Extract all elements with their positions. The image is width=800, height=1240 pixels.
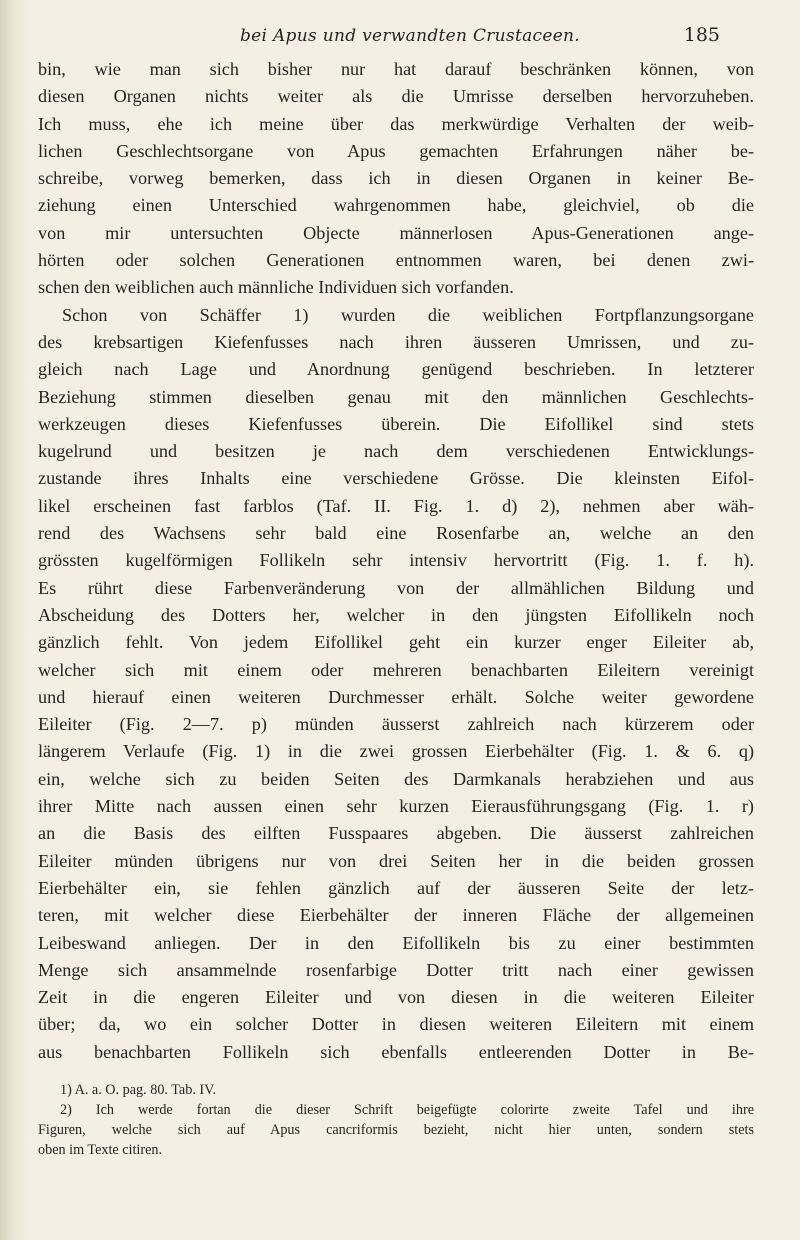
text-line: Eileiter münden übrigens nur von drei Seiten her in die beiden grossen xyxy=(38,850,754,871)
text-line: Beziehung stimmen dieselben genau mit den männlichen Geschlechts- xyxy=(38,386,754,407)
body-text xyxy=(38,56,754,1066)
text-line: schen den weiblichen auch männliche Individuen sich vorfanden. xyxy=(38,277,514,298)
text-line: Abscheidung des Dotters her, welcher in den jüngsten Eifollikeln noch xyxy=(38,604,754,625)
footnote-line: oben im Texte citiren. xyxy=(38,1142,163,1158)
page-header xyxy=(100,20,720,54)
text-line: schreibe, vorweg bemerken, dass ich in diesen Organen in keiner Be- xyxy=(38,168,754,189)
text-line: aus benachbarten Follikeln sich ebenfalls entleerenden Dotter in Be- xyxy=(38,1041,754,1062)
text-line: Es rührt diese Farbenveränderung von der allmählichen Bildung und xyxy=(38,577,754,598)
text-line: Schon von Schäffer 1) wurden die weiblichen Fortpflanzungsorgane xyxy=(62,304,754,325)
text-line: lichen Geschlechtsorgane von Apus gemachten Erfahrungen näher be- xyxy=(38,140,754,161)
footnote-line: 2) Ich werde fortan die dieser Schrift beigefügte colorirte zweite Tafel und ihre xyxy=(60,1102,754,1118)
text-line: welcher sich mit einem oder mehreren benachbarten Eileitern vereinigt xyxy=(38,659,754,680)
text-line: zustande ihres Inhalts eine verschiedene Grösse. Die kleinsten Eifol- xyxy=(38,468,754,489)
text-line: gleich nach Lage und Anordnung genügend beschrieben. In letzterer xyxy=(38,359,754,380)
text-line: und hierauf einen weiteren Durchmesser erhält. Solche weiter gewordene xyxy=(38,686,754,707)
footnote-line: 1) A. a. O. pag. 80. Tab. IV. xyxy=(60,1082,217,1098)
text-line: Menge sich ansammelnde rosenfarbige Dotter tritt nach einer gewissen xyxy=(38,959,754,980)
text-line: bin, wie man sich bisher nur hat darauf beschränken können, von xyxy=(38,59,754,79)
text-line: hörten oder solchen Generationen entnommen waren, bei denen zwi- xyxy=(38,250,754,271)
running-title: bei Apus und verwandten Crustaceen. xyxy=(239,26,581,46)
text-line: werkzeugen dieses Kiefenfusses überein. Die Eifollikel sind stets xyxy=(38,413,754,434)
text-line: über; da, wo ein solcher Dotter in diesen weiteren Eileitern mit einem xyxy=(38,1014,754,1035)
text-line: Eierbehälter ein, sie fehlen gänzlich auf der äusseren Seite der letz- xyxy=(38,877,754,898)
text-line: grössten kugelförmigen Follikeln sehr intensiv hervortritt (Fig. 1. f. h). xyxy=(38,550,754,571)
text-line: rend des Wachsens sehr bald eine Rosenfarbe an, welche an den xyxy=(38,523,754,544)
footnote-line: Figuren, welche sich auf Apus cancriformis bezieht, nicht hier unten, sondern stets xyxy=(38,1122,754,1138)
text-line: ziehung einen Unterschied wahrgenommen habe, gleichviel, ob die xyxy=(38,195,754,216)
text-line: von mir untersuchten Objecte männerlosen Apus-Generationen ange- xyxy=(38,222,754,243)
text-line: Leibeswand anliegen. Der in den Eifollikeln bis zu einer bestimmten xyxy=(38,932,754,953)
text-line: gänzlich fehlt. Von jedem Eifollikel geht ein kurzer enger Eileiter ab, xyxy=(38,632,754,653)
text-line: kugelrund und besitzen je nach dem verschiedenen Entwicklungs- xyxy=(38,441,754,462)
page-number: 185 xyxy=(683,24,720,46)
text-line: Ich muss, ehe ich meine über das merkwürdige Verhalten der weib- xyxy=(38,113,754,134)
text-line: Eileiter (Fig. 2—7. p) münden äusserst zahlreich nach kürzerem oder xyxy=(38,714,754,735)
footnotes xyxy=(38,1080,754,1160)
text-line: teren, mit welcher diese Eierbehälter der inneren Fläche der allgemeinen xyxy=(38,905,754,926)
text-line: ihrer Mitte nach aussen einen sehr kurzen Eierausführungsgang (Fig. 1. r) xyxy=(38,796,754,817)
text-line: ein, welche sich zu beiden Seiten des Darmkanals herabziehen und aus xyxy=(38,768,754,789)
text-line: längerem Verlaufe (Fig. 1) in die zwei grossen Eierbehälter (Fig. 1. & 6. q) xyxy=(38,741,754,762)
text-line: diesen Organen nichts weiter als die Umrisse derselben hervorzuheben. xyxy=(38,86,754,107)
text-line: des krebsartigen Kiefenfusses nach ihren äusseren Umrissen, und zu- xyxy=(38,331,754,352)
text-line: likel erscheinen fast farblos (Taf. II. Fig. 1. d) 2), nehmen aber wäh- xyxy=(38,495,754,516)
text-line: an die Basis des eilften Fusspaares abgeben. Die äusserst zahlreichen xyxy=(38,823,754,844)
text-line: Zeit in die engeren Eileiter und von diesen in die weiteren Eileiter xyxy=(38,987,754,1008)
